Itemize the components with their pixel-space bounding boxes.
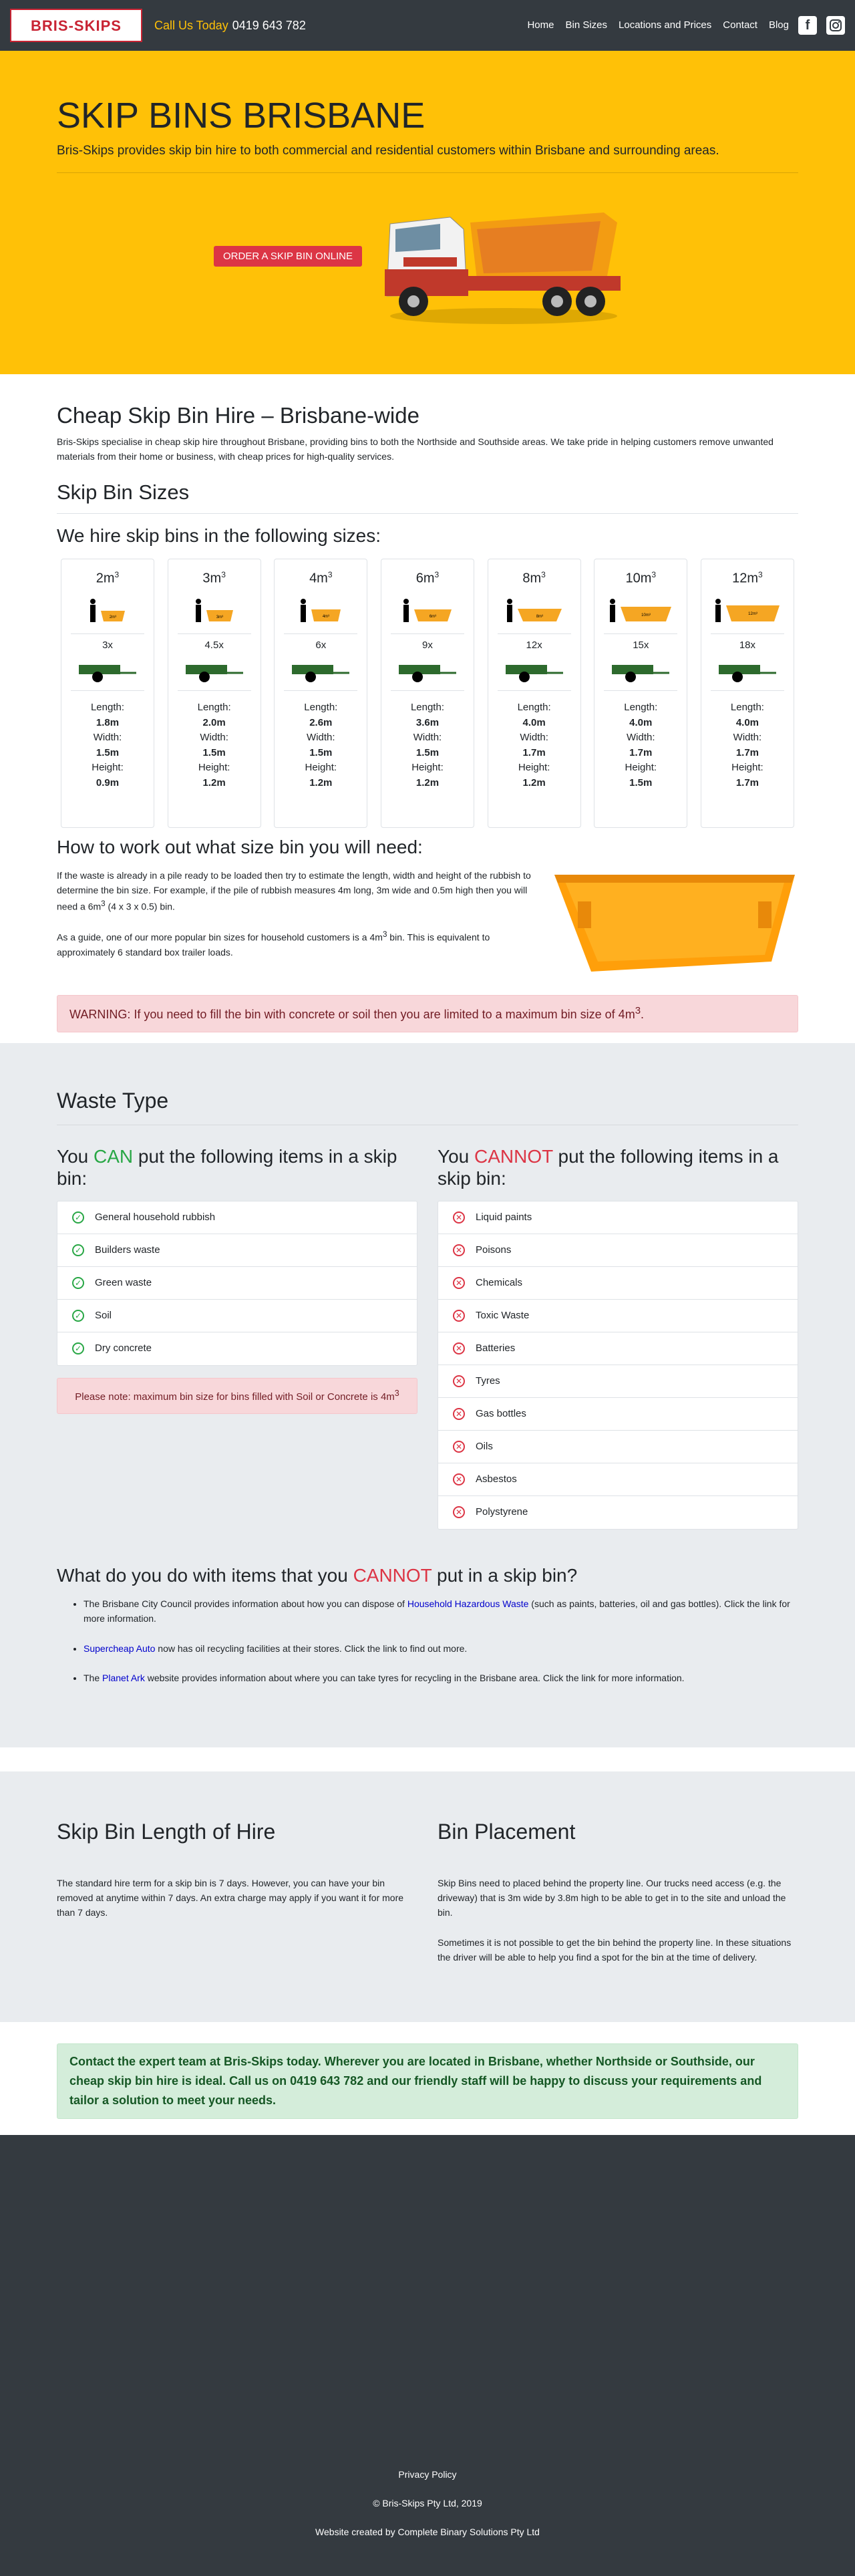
bin-image-label: 4m³ — [323, 614, 330, 619]
bin-size-label: $3m^3$ — [202, 570, 226, 586]
contact-callout: Contact the expert team at Bris-Skips today. Wherever you are located in Brisbane, whether Northside or Southside, our cheap skip bin hire is ideal. Call us on 0419 643 782 and our friendly staff will be happy to discuss your requirements and tailor a solution to meet your needs. — [57, 2043, 798, 2118]
bin-sizes-subtitle: We hire skip bins in the following sizes: — [57, 525, 381, 546]
x-circle-icon: ✕ — [453, 1506, 465, 1518]
bin-scale-image — [174, 595, 255, 624]
bin-card[interactable] — [381, 559, 474, 828]
check-circle-icon: ✓ — [72, 1277, 84, 1289]
cannot-list — [438, 1201, 798, 1530]
bin-scale-image — [280, 595, 361, 624]
check-circle-icon: ✓ — [72, 1342, 84, 1354]
copyright: © Bris-Skips Pty Ltd, 2019 — [373, 2497, 482, 2509]
bin-dimensions: Length: 1.8m Width: 1.5m Height: 0.9m — [90, 702, 125, 789]
instagram-icon[interactable] — [826, 16, 845, 35]
trailer-multiplier: 4.5x — [204, 639, 224, 651]
list-item: ✕ Polystyrene — [438, 1496, 798, 1529]
bin-size-label: $2m^3$ — [96, 570, 120, 586]
skip-bin-image — [551, 861, 798, 975]
how-to-section — [57, 836, 798, 1032]
check-circle-icon: ✓ — [72, 1310, 84, 1322]
intro-title: Cheap Skip Bin Hire – Brisbane-wide — [57, 403, 419, 428]
nav-contact[interactable]: Contact — [723, 19, 757, 31]
bin-size-label: $4m^3$ — [309, 570, 333, 586]
x-circle-icon: ✕ — [453, 1375, 465, 1387]
can-title: You CAN put the following items in a skip bin: — [57, 1145, 397, 1189]
waste-type-section — [0, 1043, 855, 1747]
list-item: ✓ Green waste — [57, 1267, 417, 1300]
list-item: ✓ General household rubbish — [57, 1201, 417, 1234]
trailer-icon — [600, 660, 681, 686]
bin-size-label: $10m^3$ — [625, 570, 657, 586]
bin-card[interactable] — [61, 559, 154, 828]
bin-image-label: 2m³ — [109, 615, 117, 619]
list-item: ✕ Oils — [438, 1431, 798, 1463]
bin-size-label: $6m^3$ — [415, 570, 440, 586]
how-to-paragraph: As a guide, one of our more popular bin sizes for household customers is a $4m^3$ bin. This is equivalent to approximately 6 standard box trailer loads. — [57, 929, 490, 958]
list-item: • The Planet Ark website provides information about where you can take tyres for recycling in the Brisbane area. Click the link for more information. — [83, 1671, 798, 1685]
bin-dimensions: Length: 3.6m Width: 1.5m Height: 1.2m — [410, 702, 444, 789]
bin-dimensions: Length: 4.0m Width: 1.7m Height: 1.5m — [624, 702, 658, 789]
trailer-icon — [280, 660, 361, 686]
footer — [0, 2135, 855, 2576]
x-circle-icon: ✕ — [453, 1211, 465, 1224]
list-item: ✕ Chemicals — [438, 1267, 798, 1300]
trailer-icon — [67, 660, 148, 686]
bin-placement-text: Sometimes it is not possible to get the bin behind the property line. In these situations the driver will be able to help you find a spot for the bin at the time of delivery. — [438, 1937, 792, 1963]
check-circle-icon: ✓ — [72, 1211, 84, 1224]
x-circle-icon: ✕ — [453, 1408, 465, 1420]
privacy-policy-link[interactable]: Privacy Policy — [398, 2468, 457, 2480]
x-circle-icon: ✕ — [453, 1342, 465, 1354]
x-circle-icon: ✕ — [453, 1473, 465, 1485]
intro-section — [57, 374, 798, 1032]
header-phone[interactable]: 0419 643 782 — [232, 18, 306, 32]
order-skip-bin-button[interactable]: ORDER A SKIP BIN ONLINE — [214, 246, 362, 267]
hire-length-title: Skip Bin Length of Hire — [57, 1819, 276, 1844]
bin-sizes-title: Skip Bin Sizes — [57, 480, 190, 505]
brand-logo[interactable] — [10, 9, 142, 42]
skip-truck-image — [377, 182, 631, 329]
list-item: ✓ Soil — [57, 1300, 417, 1332]
hero-divider — [57, 172, 798, 173]
can-list — [57, 1201, 417, 1366]
can-column — [57, 1145, 417, 1530]
bin-image-label: 12m³ — [748, 611, 757, 616]
bin-image-label: 8m³ — [536, 614, 543, 619]
list-item: ✕ Gas bottles — [438, 1398, 798, 1431]
section-divider — [57, 513, 798, 514]
bin-dimensions: Length: 4.0m Width: 1.7m Height: 1.7m — [730, 702, 764, 789]
hazardous-waste-link[interactable]: Household Hazardous Waste — [407, 1598, 529, 1609]
x-circle-icon: ✕ — [453, 1441, 465, 1453]
list-item: ✕ Batteries — [438, 1332, 798, 1365]
bin-image-label: 10m³ — [641, 613, 651, 617]
list-item: • Supercheap Auto now has oil recycling facilities at their stores. Click the link to find out more. — [83, 1641, 798, 1656]
list-item: ✓ Builders waste — [57, 1234, 417, 1267]
hire-section — [0, 1771, 855, 2023]
bin-image-label: 6m³ — [429, 614, 437, 619]
facebook-icon[interactable]: f — [798, 16, 817, 35]
x-circle-icon: ✕ — [453, 1244, 465, 1256]
bin-card[interactable] — [488, 559, 581, 828]
trailer-multiplier: 9x — [422, 639, 433, 651]
intro-text: Bris-Skips specialise in cheap skip hire throughout Brisbane, providing bins to both the Northside and Southside areas. We take pride in helping customers remove unwanted materials from their home or business, with cheap prices for high-quality services. — [57, 436, 774, 462]
list-item: • The Brisbane City Council provides information about how you can dispose of Household Hazardous Waste (such as paints, batteries, oil and gas bottles). Click the link for more information. — [83, 1596, 798, 1626]
how-to-title: How to work out what size bin you will need: — [57, 837, 423, 858]
bin-card[interactable] — [594, 559, 687, 828]
list-item: ✕ Toxic Waste — [438, 1300, 798, 1332]
concrete-warning-alert: WARNING: If you need to fill the bin with concrete or soil then you are limited to a maximum bin size of $4m^3$. — [57, 995, 798, 1032]
list-item: ✕ Asbestos — [438, 1463, 798, 1496]
disposal-section — [57, 1562, 798, 1686]
call-us — [154, 17, 306, 35]
top-navbar — [0, 0, 855, 51]
x-circle-icon: ✕ — [453, 1310, 465, 1322]
trailer-multiplier: 6x — [315, 639, 327, 651]
bin-size-label: $8m^3$ — [522, 570, 546, 586]
trailer-icon — [387, 660, 468, 686]
bin-card[interactable] — [701, 559, 794, 828]
hire-length-text: The standard hire term for a skip bin is 7 days. However, you can have your bin removed at anytime within 7 days. An extra charge may apply if you want it for more than 7 days. — [57, 1877, 404, 1918]
list-item: ✓ Dry concrete — [57, 1332, 417, 1365]
bin-card[interactable] — [168, 559, 261, 828]
disposal-title: What do you do with items that you CANNOT put in a skip bin? — [57, 1564, 578, 1586]
how-to-paragraph: If the waste is already in a pile ready to be loaded then try to estimate the length, width and height of the rubbish to determine the bin size. For example, if the pile of rubbish measures 4m long, 3m wide and 0.5m high then you will need a $6m^3$ (4 x 3 x 0.5) bin. — [57, 869, 531, 912]
logo-text: BRIS-SKIPS — [31, 17, 122, 34]
bin-placement-text: Skip Bins need to placed behind the property line. Our trucks need access (e.g. the driveway) that is 3m wide by 3.8m high to be able to get in to the site and unload the bin. — [438, 1877, 786, 1918]
bin-placement-title: Bin Placement — [438, 1819, 576, 1844]
planet-ark-link[interactable]: Planet Ark — [102, 1673, 145, 1684]
hero-title: SKIP BINS BRISBANE — [57, 96, 425, 136]
list-item: ✕ Poisons — [438, 1234, 798, 1267]
nav-bin-sizes[interactable]: Bin Sizes — [565, 19, 608, 31]
nav-blog[interactable]: Blog — [768, 19, 789, 31]
main-nav — [516, 16, 845, 35]
bin-dimensions: Length: 2.0m Width: 1.5m Height: 1.2m — [197, 702, 231, 789]
bin-scale-image — [67, 595, 148, 624]
trailer-icon — [707, 660, 788, 686]
soil-concrete-note: Please note: maximum bin size for bins filled with Soil or Concrete is $4m^3$ — [57, 1378, 417, 1414]
bin-scale-image — [707, 595, 788, 624]
bin-image-label: 3m³ — [216, 615, 223, 619]
hero — [0, 51, 855, 374]
list-item: ✕ Tyres — [438, 1365, 798, 1398]
bin-dimensions: Length: 2.6m Width: 1.5m Height: 1.2m — [304, 702, 338, 789]
trailer-multiplier: 12x — [526, 639, 542, 651]
bin-dimensions: Length: 4.0m Width: 1.7m Height: 1.2m — [517, 702, 551, 789]
list-item: ✕ Liquid paints — [438, 1201, 798, 1234]
cannot-column — [438, 1145, 798, 1530]
check-circle-icon: ✓ — [72, 1244, 84, 1256]
trailer-icon — [174, 660, 255, 686]
trailer-multiplier: 3x — [102, 639, 113, 651]
site-credit: Website created by Complete Binary Solutions Pty Ltd — [315, 2526, 540, 2537]
supercheap-auto-link[interactable]: Supercheap Auto — [83, 1642, 156, 1654]
x-circle-icon: ✕ — [453, 1277, 465, 1289]
bin-scale-image — [600, 595, 681, 624]
cannot-title: You CANNOT put the following items in a skip bin: — [438, 1145, 779, 1189]
call-label: Call Us Today — [154, 18, 228, 32]
waste-type-title: Waste Type — [57, 1088, 169, 1113]
trailer-icon — [494, 660, 575, 686]
bin-size-cards — [57, 559, 798, 828]
bin-card[interactable] — [274, 559, 367, 828]
hero-lead: Bris-Skips provides skip bin hire to both commercial and residential customers within Brisbane and surrounding areas. — [57, 143, 719, 158]
bin-scale-image — [494, 595, 575, 624]
bin-scale-image — [387, 595, 468, 624]
bin-size-label: $12m^3$ — [732, 570, 763, 586]
trailer-multiplier: 18x — [739, 639, 756, 651]
contact-section — [0, 2022, 855, 2134]
nav-home[interactable]: Home — [527, 19, 554, 31]
nav-locations-prices[interactable]: Locations and Prices — [619, 19, 712, 31]
trailer-multiplier: 15x — [633, 639, 649, 651]
